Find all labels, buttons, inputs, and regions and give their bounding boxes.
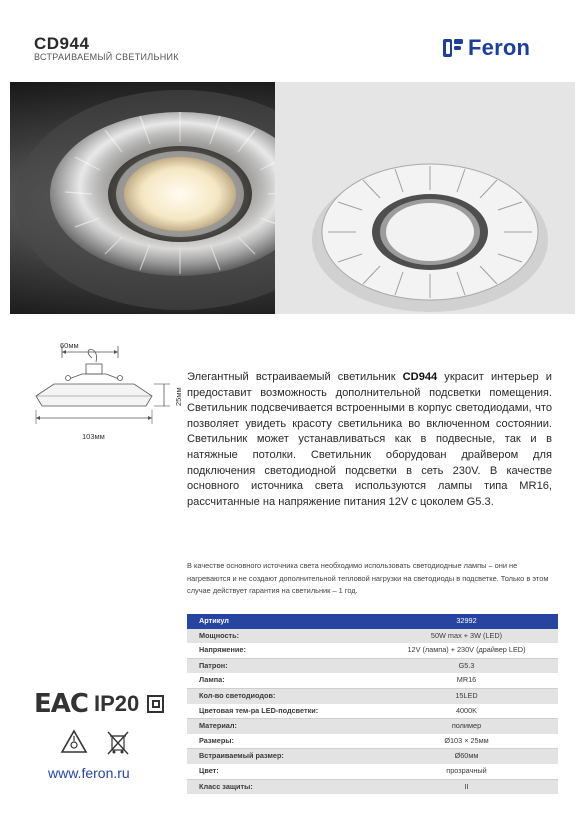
spec-value: прозрачный [446,765,487,775]
spec-value: Ø60мм [454,751,479,761]
usage-note: В качестве основного источника света необходимо использовать светодиодные лампы – они не нагреваются и не создают дополнительной тепловой нагрузки на светодиоды в подсветке. Только в этом случае действует гарантия на светильник – 1 год. [187,561,549,595]
class-ii-insulation-icon [147,695,164,713]
spec-row-voltage [187,643,558,659]
spec-row-led-count [187,689,558,704]
spec-value: Ø103 × 25мм [444,735,489,745]
description-body: украсит интерьер и предоставит возможность дополнительной подсветки помещения. Светильник подсвечивается встроенными в корпус светодиодами, что позволяет увидеть красоту светильника во включенном состоянии. Светильник может устанавливаться как в подвесные, так и в натяжные потолки. Светильник оборудован драйвером для подключения светодиодной подсветки в сеть 230V. В качестве основного источника света используются лампы типа MR16, рассчитанные на напряжение питания 12V с цоколем G5.3. [187,371,552,508]
spec-table [187,614,558,794]
eac-mark: ЕАС [34,689,88,719]
spec-row-article [187,614,558,629]
product-description [187,370,552,510]
product-photo [10,82,575,314]
spec-value: 4000K [455,705,478,715]
spec-row-protection-class [187,780,558,795]
spec-value: MR16 [456,675,477,685]
spec-label: Лампа: [199,675,225,685]
description-model: CD944 [402,371,438,383]
ip-rating: IP20 [93,691,140,716]
product-model: CD944 [34,34,90,53]
spec-label: Мощность: [199,630,240,640]
spec-row-color-temp [187,704,558,720]
dimension-diagram [20,340,190,450]
spec-value: 12V (лампа) + 230V (драйвер LED) [407,645,526,655]
spec-row-power [187,629,558,644]
spec-value: 50W max + 3W (LED) [430,630,503,640]
spec-label: Цвет: [199,765,219,775]
spec-label: Кол-во светодиодов: [199,690,276,700]
spec-value: 15LED [455,690,478,700]
spec-row-socket [187,659,558,674]
certification-marks [34,686,164,722]
brand-name: Feron [468,35,531,60]
feron-logo-icon [442,37,464,59]
spec-label: Напряжение: [199,645,246,655]
spec-row-cutout [187,749,558,764]
spec-label: Размеры: [199,735,234,745]
spec-value: 32992 [456,616,477,625]
spec-value: G5.3 [458,660,475,670]
lit-fixture-image [10,82,575,314]
mercury-warning-icon [62,731,86,752]
spec-row-lamp [187,673,558,689]
description-intro: Элегантный встраиваемый светильник [187,371,403,383]
spec-value: II [464,781,469,791]
spec-label: Материал: [199,721,237,731]
dimension-diameter-label: 103мм [82,432,105,441]
dimension-width-label: 60мм [60,341,79,350]
spec-row-color [187,764,558,780]
spec-value: полимер [451,721,482,731]
spec-label: Класс защиты: [199,781,253,791]
header [0,0,585,72]
spec-row-material [187,719,558,734]
spec-label: Патрон: [199,660,228,670]
safety-icons [60,728,140,756]
product-subtitle: ВСТРАИВАЕМЫЙ СВЕТИЛЬНИК [34,52,179,62]
no-household-waste-icon [108,732,128,754]
brand-logo [442,33,530,63]
spec-label: Цветовая тем-ра LED-подсветки: [199,705,319,715]
spec-label: Встраиваемый размер: [199,751,284,761]
spec-label: Артикул [199,616,229,625]
dimension-height-label: 25мм [174,387,183,406]
spec-row-dimensions [187,734,558,750]
website-link[interactable]: www.feron.ru [48,765,130,781]
